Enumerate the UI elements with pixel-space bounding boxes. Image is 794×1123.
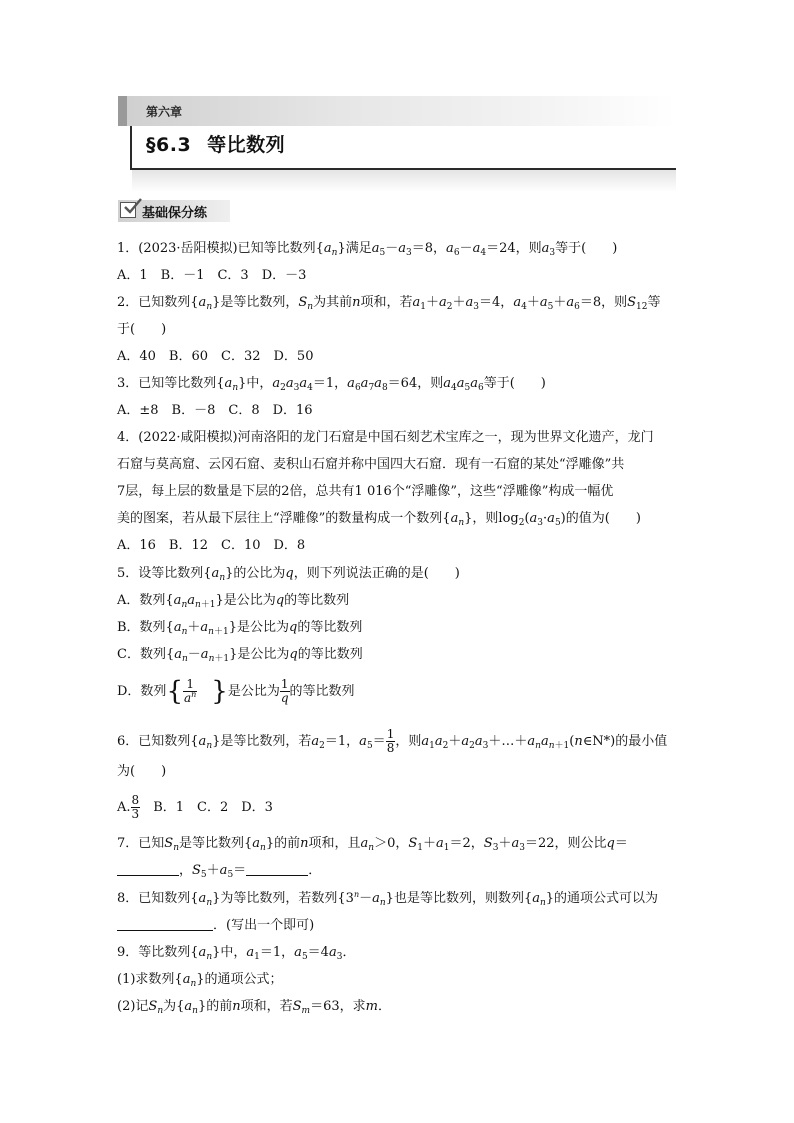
header-shadow (132, 170, 676, 192)
question-2-stem: 2．已知数列$\{a_n\}$是等比数列，$S_n$为其前n项和，若$a_1+a_2+a_3=4$，$a_4+a_5+a_6=8$，则$S_{12}$等 (117, 295, 661, 312)
question-1-choices: A．1 B．－1 C．3 D．－3 (117, 268, 307, 283)
question-3-choices: A．±8 B．－8 C．8 D．16 (117, 403, 313, 418)
question-1-stem: 1．(2023·岳阳模拟)已知等比数列$\{a_n\}$满足$a_5-a_3=8$，$a_6-a_4=24$，则$a_3$等于( ) (117, 241, 618, 258)
section-name: 等比数列 (207, 134, 286, 156)
chapter-label: 第六章 (146, 105, 183, 119)
answer-blank[interactable] (246, 863, 308, 876)
question-6-stem-cont: 为( ) (117, 764, 167, 779)
question-5-option-c: C．数列$\{a_n-a_{n+1}\}$是公比为q的等比数列 (117, 647, 363, 664)
answer-blank[interactable] (117, 863, 179, 876)
answer-blank[interactable] (117, 918, 213, 931)
question-2-stem-cont: 于( ) (117, 322, 167, 337)
question-5-stem: 5．设等比数列$\{a_n\}$的公比为q，则下列说法正确的是( ) (117, 566, 460, 583)
question-8-stem-cont: ．(写出一个即可) (117, 918, 314, 934)
question-9-part-2: (2)记$S_n$为$\{a_n\}$的前n项和，若$S_m=63$，求m． (117, 999, 391, 1016)
question-4-line-1: 4．(2022·咸阳模拟)河南洛阳的龙门石窟是中国石刻艺术宝库之一，现为世界文化遗产，龙门 (117, 430, 654, 445)
chapter-header-band (118, 96, 676, 126)
question-9-part-1: (1)求数列$\{a_n\}$的通项公式； (117, 972, 283, 989)
question-4-line-4: 美的图案，若从最下层往上“浮雕像”的数量构成一个数列$\{a_n\}$，则$\log_2(a_3\cdot a_5)$的值为( ) (117, 511, 641, 528)
practice-tag-label: 基础保分练 (142, 206, 208, 221)
question-2-choices: A．40 B．60 C．32 D．50 (117, 349, 314, 364)
checkbox-icon (120, 202, 136, 218)
question-6-choices: A. $\frac{8}{3}$ B．1 C．2 D．3 (117, 793, 273, 821)
question-5-option-a: A．数列$\{a_na_{n+1}\}$是公比为q的等比数列 (117, 593, 350, 610)
section-title (146, 130, 285, 157)
question-8-stem: 8．已知数列$\{a_n\}$为等比数列，若数列$\{3^n-a_n\}$也是等比数列，则数列$\{a_n\}$的通项公式可以为 (117, 890, 659, 908)
question-7-stem-cont: ，$S_5+a_5=$ ． (117, 863, 321, 879)
question-6-stem: 6．已知数列$\{a_n\}$是等比数列，若$a_2=1$，$a_5=$ $\frac{1}{8}$ ，则$a_1a_2+a_2a_3+\dots+a_na_{n+1}(n\in N*)$的最小值 (117, 727, 668, 755)
header-divider-vertical (130, 126, 132, 170)
practice-tag (118, 200, 230, 222)
section-number: §6.3 (146, 134, 192, 156)
question-4-line-2: 石窟与莫高窟、云冈石窟、麦积山石窟并称中国四大石窟．现有一石窟的某处“浮雕像”共 (117, 457, 625, 472)
question-5-option-d: D．数列{ $\frac{1}{a^n}$ }是公比为 $\frac{1}{q}$ 的等比数列 (117, 676, 355, 707)
question-7-stem: 7．已知$S_n$是等比数列$\{a_n\}$的前n项和，且$a_n>0$，$S_1+a_1=2$，$S_3+a_3=22$，则公比q＝ (117, 836, 628, 853)
question-9-stem: 9．等比数列$\{a_n\}$中，$a_1=1$，$a_5=4a_3$． (117, 945, 356, 962)
question-3-stem: 3．已知等比数列$\{a_n\}$中，$a_2a_3a_4=1$，$a_6a_7a_8=64$，则$a_4a_5a_6$等于( ) (117, 376, 546, 393)
question-5-option-b: B．数列$\{a_n+a_{n+1}\}$是公比为q的等比数列 (117, 620, 363, 637)
question-4-choices: A．16 B．12 C．10 D．8 (117, 538, 306, 553)
question-4-line-3: 7层，每上层的数量是下层的2倍，总共有1 016个“浮雕像”，这些“浮雕像”构成一幅优 (117, 484, 614, 499)
